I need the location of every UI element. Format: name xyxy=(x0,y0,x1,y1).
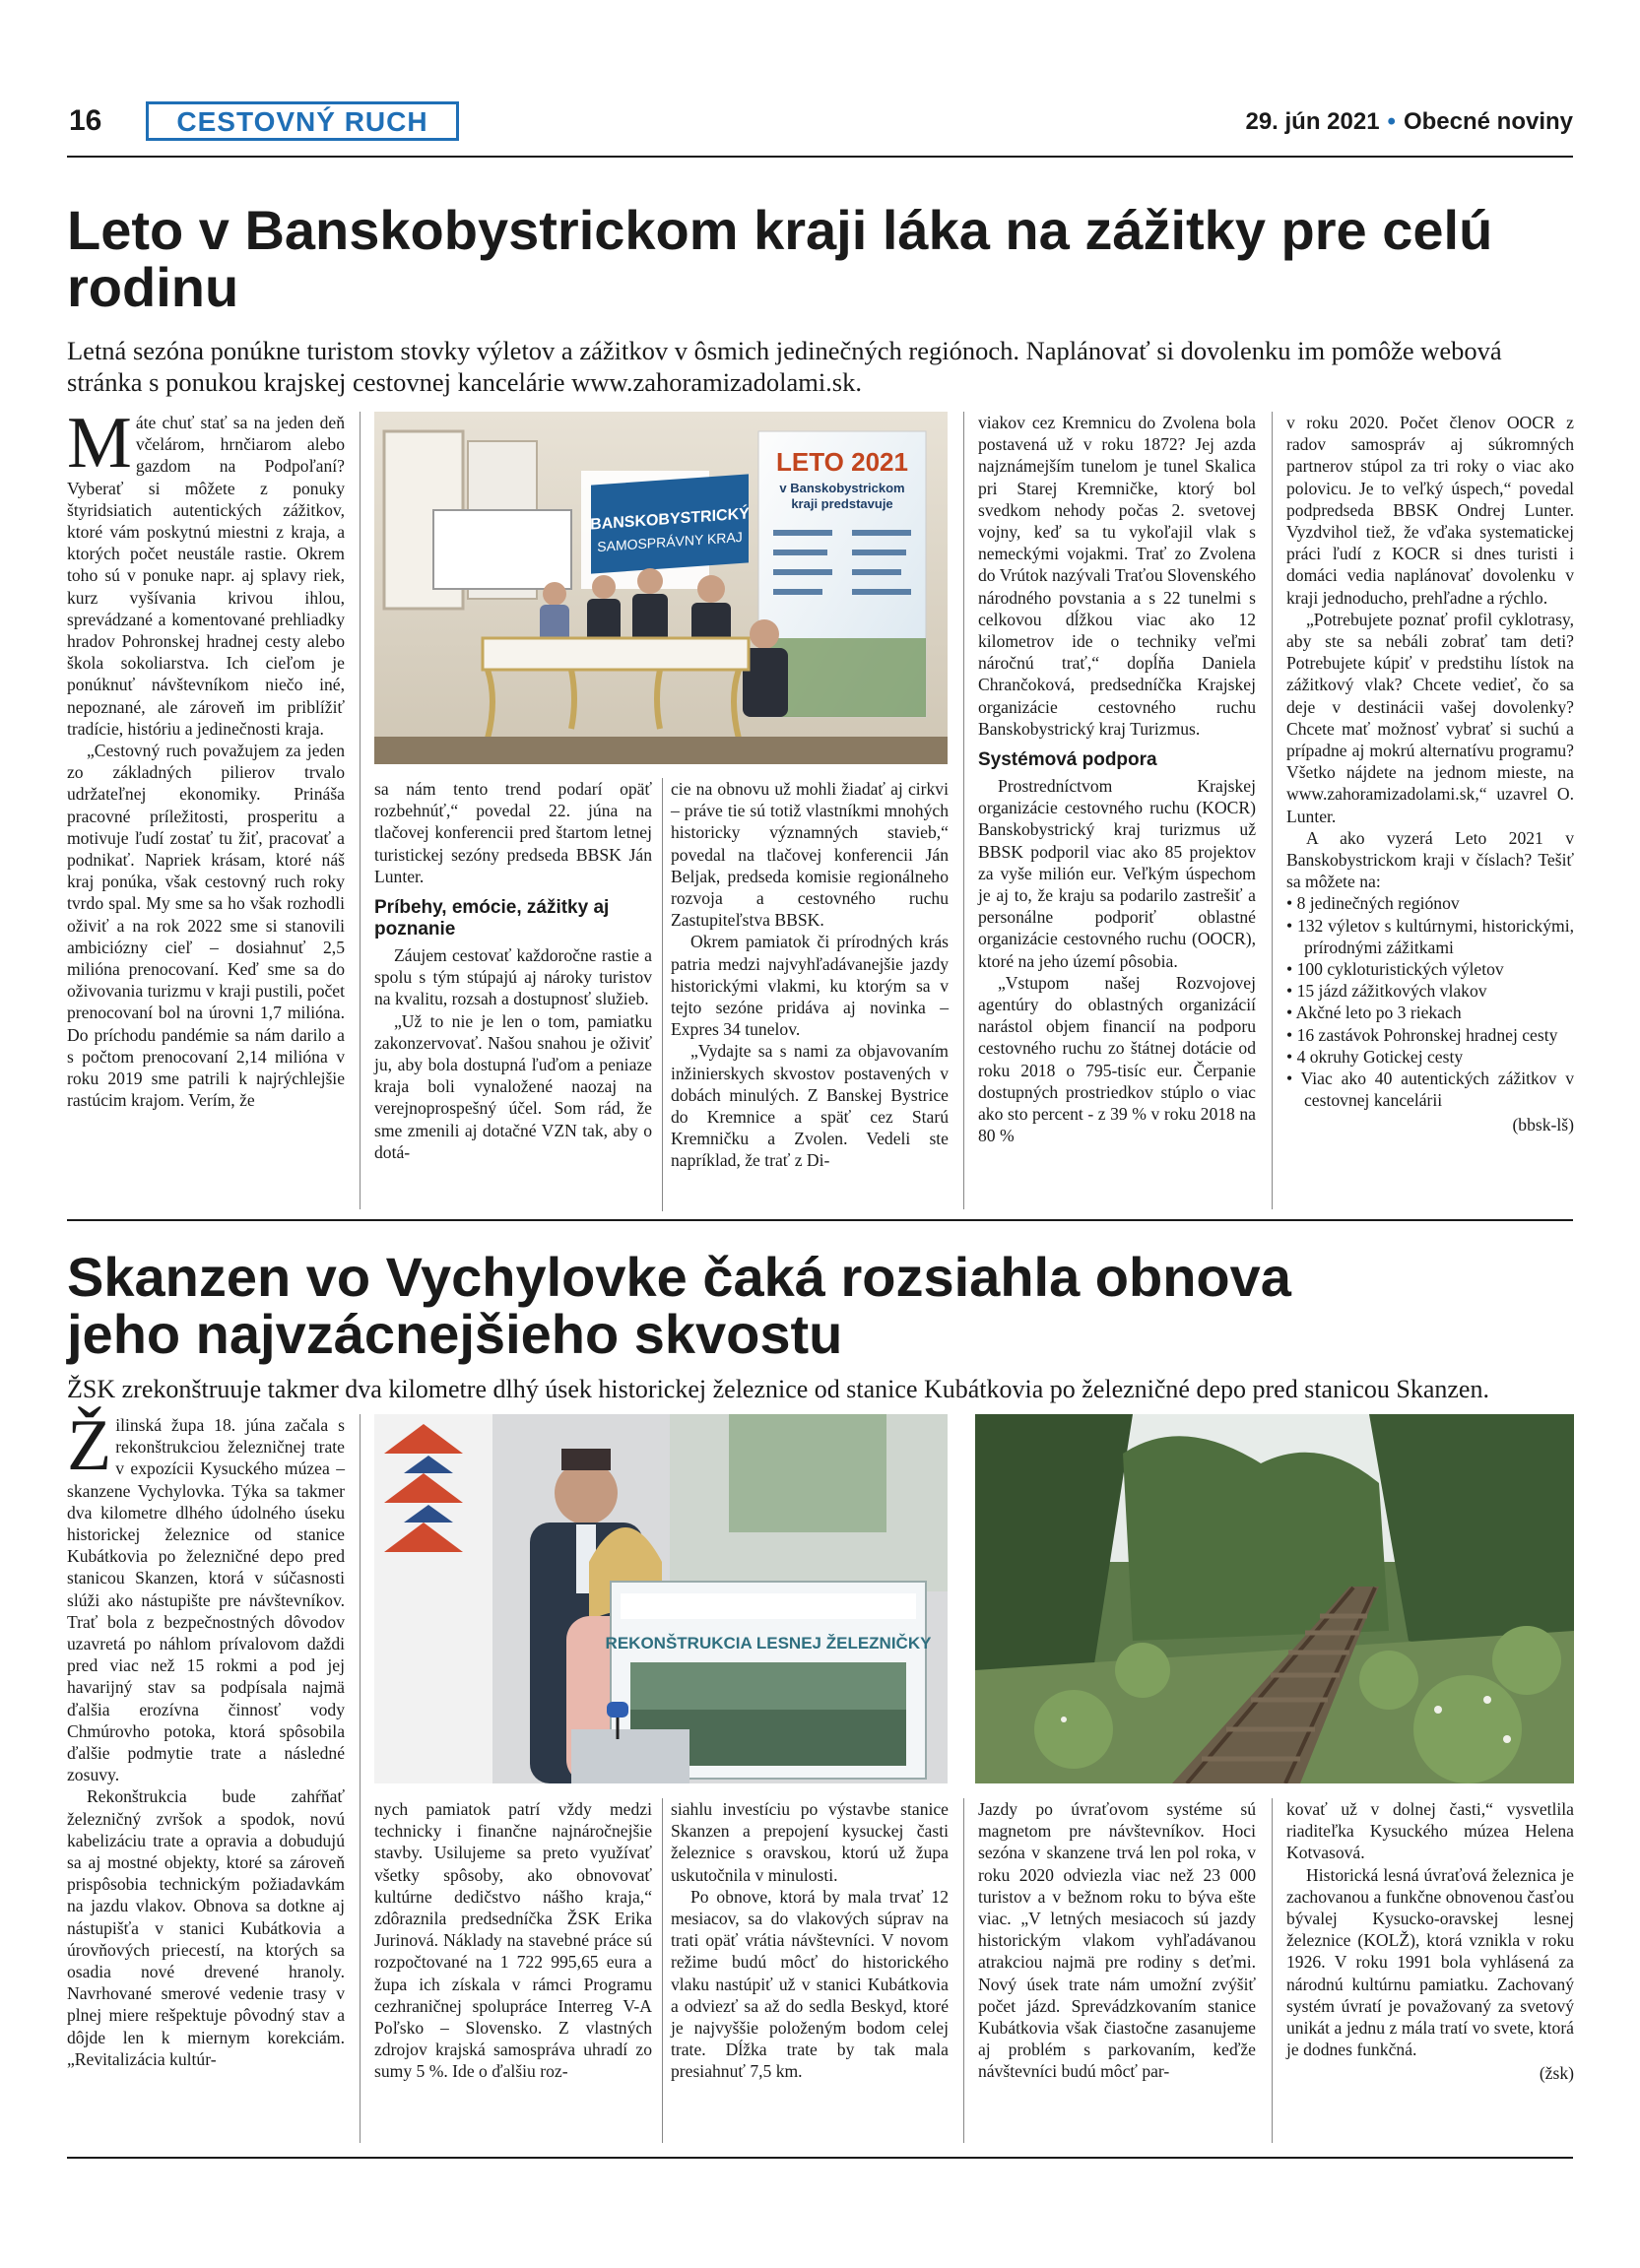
column-rule xyxy=(662,1798,663,2143)
headline-line: jeho najvzácnejšieho skvostu xyxy=(67,1303,843,1365)
article1-column-1 xyxy=(67,403,345,1209)
column-rule xyxy=(662,778,663,1211)
list-item: • 8 jedinečných regiónov xyxy=(1286,892,1574,914)
section-label: CESTOVNÝ RUCH xyxy=(146,101,459,141)
speaker-photo xyxy=(374,1414,948,1783)
paragraph: ilinská župa 18. júna začala s rekonštrukciou železničnej trate v expozícii Kysuckého múzea – skanzene Vychylovka. Týka sa takmer dva kilometre dlhého údolného úseku historickej železnice od stanice Kubátkovia po železničné depo pred stanicou Skanzen, ktorá v súčasnosti slúži ako nástupište pre návštevníkov. Trať bola z bezpečnostných dôvodov uzavretá po náhlom prívalovom daždi pred viac než 15 rokmi a pod jej havarijný stav sa podpísala najmä ďalšia erozívna činnosť vody Chmúrovho potoka, ktorá spôsobila ďalšie podmytie trate a následné zosuvy. xyxy=(67,1415,345,1785)
paragraph: „Vstupom našej Rozvojovej agentúry do oblastných organizácií narástol objem financií na podporu cestovného ruchu zo štátnej dotácie od roku 2018 o 795-tisíc eur. Čerpanie dostupných prostriedkov stúplo o viac ako sto percent - z 39 % v roku 2018 na 80 % xyxy=(978,972,1256,1146)
paragraph: „Potrebujete poznať profil cyklotrasy, aby ste sa nebáli zobrať tam deti? Potrebujete kúpiť v predstihu lístok na zážitkový vlak? Chcete vedieť, čo sa deje v destinácii vašej dovolenky? Chcete mať možnosť vybrať si suchú a prípadne aj mokrú alternatívu programu? Všetko nájdete na jednom mieste, na www.zahoramizadolami.sk,“ uzavrel O. Lunter. xyxy=(1286,609,1574,826)
paragraph: sa nám tento trend podarí opäť rozbehnúť,“ povedal 22. júna na tlačovej konferencii pred štartom letnej turistickej sezóny predseda BBSK Ján Lunter. xyxy=(374,779,652,886)
railway-track-illustration xyxy=(975,1414,1574,1783)
list-item: • 132 výletov s kultúrnymi, historickými, prírodnými zážitkami xyxy=(1286,915,1574,958)
paragraph: „Cestovný ruch považujem za jeden zo základných pilierov trvalo udržateľnej ekonomiky. Prináša pracovné príležitosti, prosperitu a motivuje ľudí zostať tu žiť, pracovať a podnikať. Napriek krásam, ktoré náš kraj ponúka, však cestovný ruch roky tvrdo spal. My sme sa ho však rozhodli oživiť a na rok 2022 sme si stanovili ambiciózny cieľ – dosiahnuť 2,5 milióna prenocovaní. Keď sme sa do oživovania turizmu v kraji pustili, počet prenocovaní bol na úrovni 1,7 milióna. Do príchodu pandémie sa nám darilo a s počtom prenocovaní 2,14 milióna v roku 2019 sme patrili k najrýchlejšie rastúcim krajom. Verím, že xyxy=(67,741,345,1111)
newspaper-name: Obecné noviny xyxy=(1403,108,1573,135)
list-item: • 15 jázd zážitkových vlakov xyxy=(1286,980,1574,1002)
numbers-list xyxy=(1286,892,1574,1111)
dropcap: M xyxy=(67,403,132,484)
paragraph: A ako vyzerá Leto 2021 v Banskobystrickom kraji v číslach? Tešiť sa môžete na: xyxy=(1286,827,1574,892)
subheading: Príbehy, emócie, zážitky aj poznanie xyxy=(374,897,610,940)
press-conference-photo xyxy=(374,412,948,764)
paragraph: cie na obnovu už mohli žiadať aj cirkvi – práve tie sú totiž vlastníkmi mnohých historicky významných stavieb,“ povedal na tlačovej konferencii Ján Beljak, predseda komisie regionálneho rozvoja a cestovného ruchu Zastupiteľstva BBSK. xyxy=(671,779,949,931)
dropcap: Ž xyxy=(67,1405,112,1486)
subheading: Systémová podpora xyxy=(978,749,1157,771)
banner-subtitle-2: kraji predstavuje xyxy=(791,496,893,511)
list-item: • Akčné leto po 3 riekach xyxy=(1286,1002,1574,1023)
article2-column-2 xyxy=(374,1798,652,2143)
speaker-illustration xyxy=(374,1414,948,1783)
header-rule xyxy=(67,156,1573,158)
page-number: 16 xyxy=(69,104,102,137)
column-rule xyxy=(963,412,964,1209)
banner-org-line1: BANSKOBYSTRICKÝ xyxy=(590,505,750,534)
paragraph: nych pamiatok patrí vždy medzi technicky i finančne najnáročnejšie stavby. Usilujeme sa preto využívať všetky spôsoby, ako obnovovať kultúrne dedičstvo nášho kraja,“ zdôraznila predsedníčka ŽSK Erika Jurinová. Náklady na stavebné práce sú rozpočtované na 1 722 995,65 eura a župa ich získala v rámci Programu cezhraničnej spolupráce Interreg V-A Poľsko – Slovensko. Z vlastných zdrojov krajská samospráva uhradí zo sumy 5 %. Ide o ďalšiu roz- xyxy=(374,1799,652,2082)
banner-subtitle-1: v Banskobystrickom xyxy=(779,481,905,495)
article2-column-3 xyxy=(671,1798,949,2143)
paragraph: „Vydajte sa s nami za objavovaním inžinierskych skvostov postavených v dobách minulých. Z Banskej Bystrice do Kremnice a späť cez Starú Kremničku a Zvolen. Vedeli ste napríklad, že trať z Di- xyxy=(671,1041,949,1171)
paragraph: áte chuť stať sa na jeden deň včelárom, hrnčiarom alebo gazdom na Podpoľaní? Vyberať si môžete z ponuky štyridsiatich autentických zážitkov, ktoré vám poskytnú miestni z kraja, a ktorých počet neustále rastie. Okrem toho sú v ponuke napr. aj splavy riek, kurz vyšívania krivou ihlou, sprevádzané a komentované prehliadky hradov Pohronskej hradnej cesty alebo škola sokoliarstva. Ich cieľom je ponúknuť návštevníkom niečo iné, nepoznané, ale zároveň im priblížiť tradície, históriu a jedinečnosti kraja. xyxy=(67,413,345,739)
paragraph: Historická lesná úvraťová železnica je zachovanou a funkčne obnovenou časťou bývalej Kysucko-oravskej lesnej železnice (KOLŽ), ktorá vznikla v roku 1926. V roku 1991 bola vyhlásená za národnú kultúrnu pamiatku. Zachovaný systém úvratí je považovaný za svetový unikát a jednu z mála tratí vo svete, ktorá je dodnes funkčná. xyxy=(1286,1864,1574,2060)
paragraph: „Už to nie je len o tom, pamiatku zakonzervovať. Našou snahou je oživiť ju, aby bola dostupná ľuďom a peniaze kraja boli vynaložené naozaj na verejnoprospešný účel. Som rád, že sme zmenili aj dotačné VZN tak, aby o dotá- xyxy=(374,1010,652,1162)
article1-headline: Leto v Banskobystrickom kraji láka na zážitky pre celú rodinu xyxy=(67,199,1493,318)
header-dateline xyxy=(1245,108,1573,136)
article2-column-4 xyxy=(978,1798,1256,2143)
footer-rule xyxy=(67,2157,1573,2159)
article2-column-1 xyxy=(67,1405,345,2143)
banner-title: LETO 2021 xyxy=(776,447,908,477)
author-signature: (žsk) xyxy=(1539,2063,1574,2084)
article2-headline xyxy=(67,1246,1574,1365)
list-item: • Viac ako 40 autentických zážitkov v cestovnej kancelárii xyxy=(1286,1068,1574,1111)
author-signature: (bbsk-lš) xyxy=(1512,1114,1574,1134)
board-title: REKONŠTRUKCIA LESNEJ ŽELEZNIČKY xyxy=(605,1634,932,1652)
paragraph: Prostredníctvom Krajskej organizácie cestovného ruchu (KOCR) Banskobystrický kraj turizmus už BBSK podporil viac ako 85 projektov za vyše milión eur. Veľkým úspechom je aj to, že kraju sa podarilo zastrešiť a personálne podporiť oblastné organizácie cestovného ruchu (OOCR), ktoré na jeho území pôsobia. xyxy=(978,776,1256,971)
article-divider xyxy=(67,1219,1573,1221)
column-rule xyxy=(360,412,361,1209)
press-conference-illustration xyxy=(374,412,948,764)
paragraph: siahlu investíciu po výstavbe stanice Skanzen a prepojení kysuckej časti železnice s oravskou, ktorú už župa uskutočnila v minulosti. xyxy=(671,1799,949,1885)
article1-lead: Letná sezóna ponúkne turistom stovky výletov a zážitkov v ôsmich jedinečných regiónoch. Naplánovať si dovolenku im pomôže webová stránka s ponukou krajskej cestovnej kancelárie www.zahoramizadolami.sk. xyxy=(67,336,1502,397)
headline-line: Skanzen vo Vychylovke čaká rozsiahla obnova xyxy=(67,1246,1291,1308)
banner-org-line2: SAMOSPRÁVNY KRAJ xyxy=(597,528,743,555)
list-item: • 100 cykloturistických výletov xyxy=(1286,958,1574,980)
column-rule xyxy=(1272,1798,1273,2143)
paragraph: v roku 2020. Počet členov OOCR z radov samospráv aj súkromných partnerov stúpol za tri roky o viac ako polovicu. Je to veľký úspech,“ povedal podpredseda BBSK Ondrej Lunter. Vyzdvihol tiež, že vďaka systematickej práci ľudí z KOCR si dnes turisti i domáci vedia naplánovať dovolenku v kraji jednoducho, prehľadne a rýchlo. xyxy=(1286,413,1574,608)
paragraph: Rekonštrukcia bude zahŕňať železničný zvršok a spodok, novú kabelizáciu trate a opravia a dobudujú sa aj mostné objekty, ktoré sa zároveň prispôsobia technickým požiadavkám na jazdu vlakov. Obnova sa dotkne aj nástupišťa v stanici Kubátkovia a úrovňových priecestí, na ktorých sa osadia nové drevené hranoly. Navrhované smerové vedenie trasy v plnej miere rešpektuje pôvodný stav a dôjde len k miernym korekciám. „Revitalizácia kultúr- xyxy=(67,1786,345,2069)
article1-column-3 xyxy=(671,778,949,1211)
article1-column-4 xyxy=(978,412,1256,1209)
article1-column-5 xyxy=(1286,412,1574,1209)
railway-track-photo xyxy=(975,1414,1574,1783)
paragraph: Po obnove, ktorá by mala trvať 12 mesiacov, sa do vlakových súprav na trati opäť vrátia návštevníci. V novom režime budú môcť do historického vlaku nastúpiť už v stanici Kubátkovia a odviezť sa až do sedla Beskyd, ktoré je najvyššie položeným bodom celej trate. Dĺžka trate by tak mala presiahnuť 7,5 km. xyxy=(671,1886,949,2082)
column-rule xyxy=(360,1414,361,2143)
column-rule xyxy=(1272,412,1273,1209)
article1-column-2 xyxy=(374,778,652,1211)
paragraph: Záujem cestovať každoročne rastie a spolu s tým stúpajú aj nároky turistov na kvalitu, rozsah a dostupnosť služieb. xyxy=(374,945,652,1009)
article2-column-5 xyxy=(1286,1798,1574,2143)
paragraph: viakov cez Kremnicu do Zvolena bola postavená už v roku 1872? Jej azda najznámejším tunelom je tunel Skalica pri Starej Kremničke, ktorý bol svedkom nehody počas 2. svetovej vojny, keď sa tu vykoľajil vlak s nemeckými vojakmi. Trať zo Zvolena do Vrútok nazývali Traťou Slovenského národného povstania a s 22 tunelmi s celkovou dĺžkou viac ako 12 kilometrov ide o techniky veľmi náročnú trať,“ dopĺňa Daniela Chrančoková, predsedníčka Krajskej organizácie cestovného ruchu Banskobystrický kraj Turizmus. xyxy=(978,413,1256,739)
paragraph: Jazdy po úvraťovom systéme sú magnetom pre návštevníkov. Hoci sezóna v skanzene trvá len pol roka, v roku 2020 odviezla viac než 23 000 turistov a v bežnom roku to býva ešte viac. „V letných mesiacoch sú jazdy historickým vlakom vyhľadávanou atrakciou najmä pre rodiny s deťmi. Nový úsek trate nám umožní zvýšiť počet jázd. Sprevádzkovaním stanice Kubátkovia však čiastočne zasanujeme aj problém s parkovaním, keďže návštevníci budú môcť par- xyxy=(978,1799,1256,2082)
issue-date: 29. jún 2021 xyxy=(1245,108,1380,135)
column-rule xyxy=(963,1798,964,2143)
paragraph: Okrem pamiatok či prírodných krás patria medzi najvyhľadávanejšie jazdy historickými vlakmi, ku ktorým sa v tejto sezóne pridáva aj novinka – Expres 34 tunelov. xyxy=(671,932,949,1040)
list-item: • 4 okruhy Gotickej cesty xyxy=(1286,1046,1574,1068)
separator-dot: • xyxy=(1387,108,1396,135)
paragraph: kovať už v dolnej časti,“ vysvetlila riaditeľka Kysuckého múzea Helena Kotvasová. xyxy=(1286,1799,1574,1863)
list-item: • 16 zastávok Pohronskej hradnej cesty xyxy=(1286,1024,1574,1046)
article2-lead: ŽSK zrekonštruuje takmer dva kilometre dlhý úsek historickej železnice od stanice Kubátkovia po železničné depo pred stanicou Skanzen. xyxy=(67,1375,1489,1403)
